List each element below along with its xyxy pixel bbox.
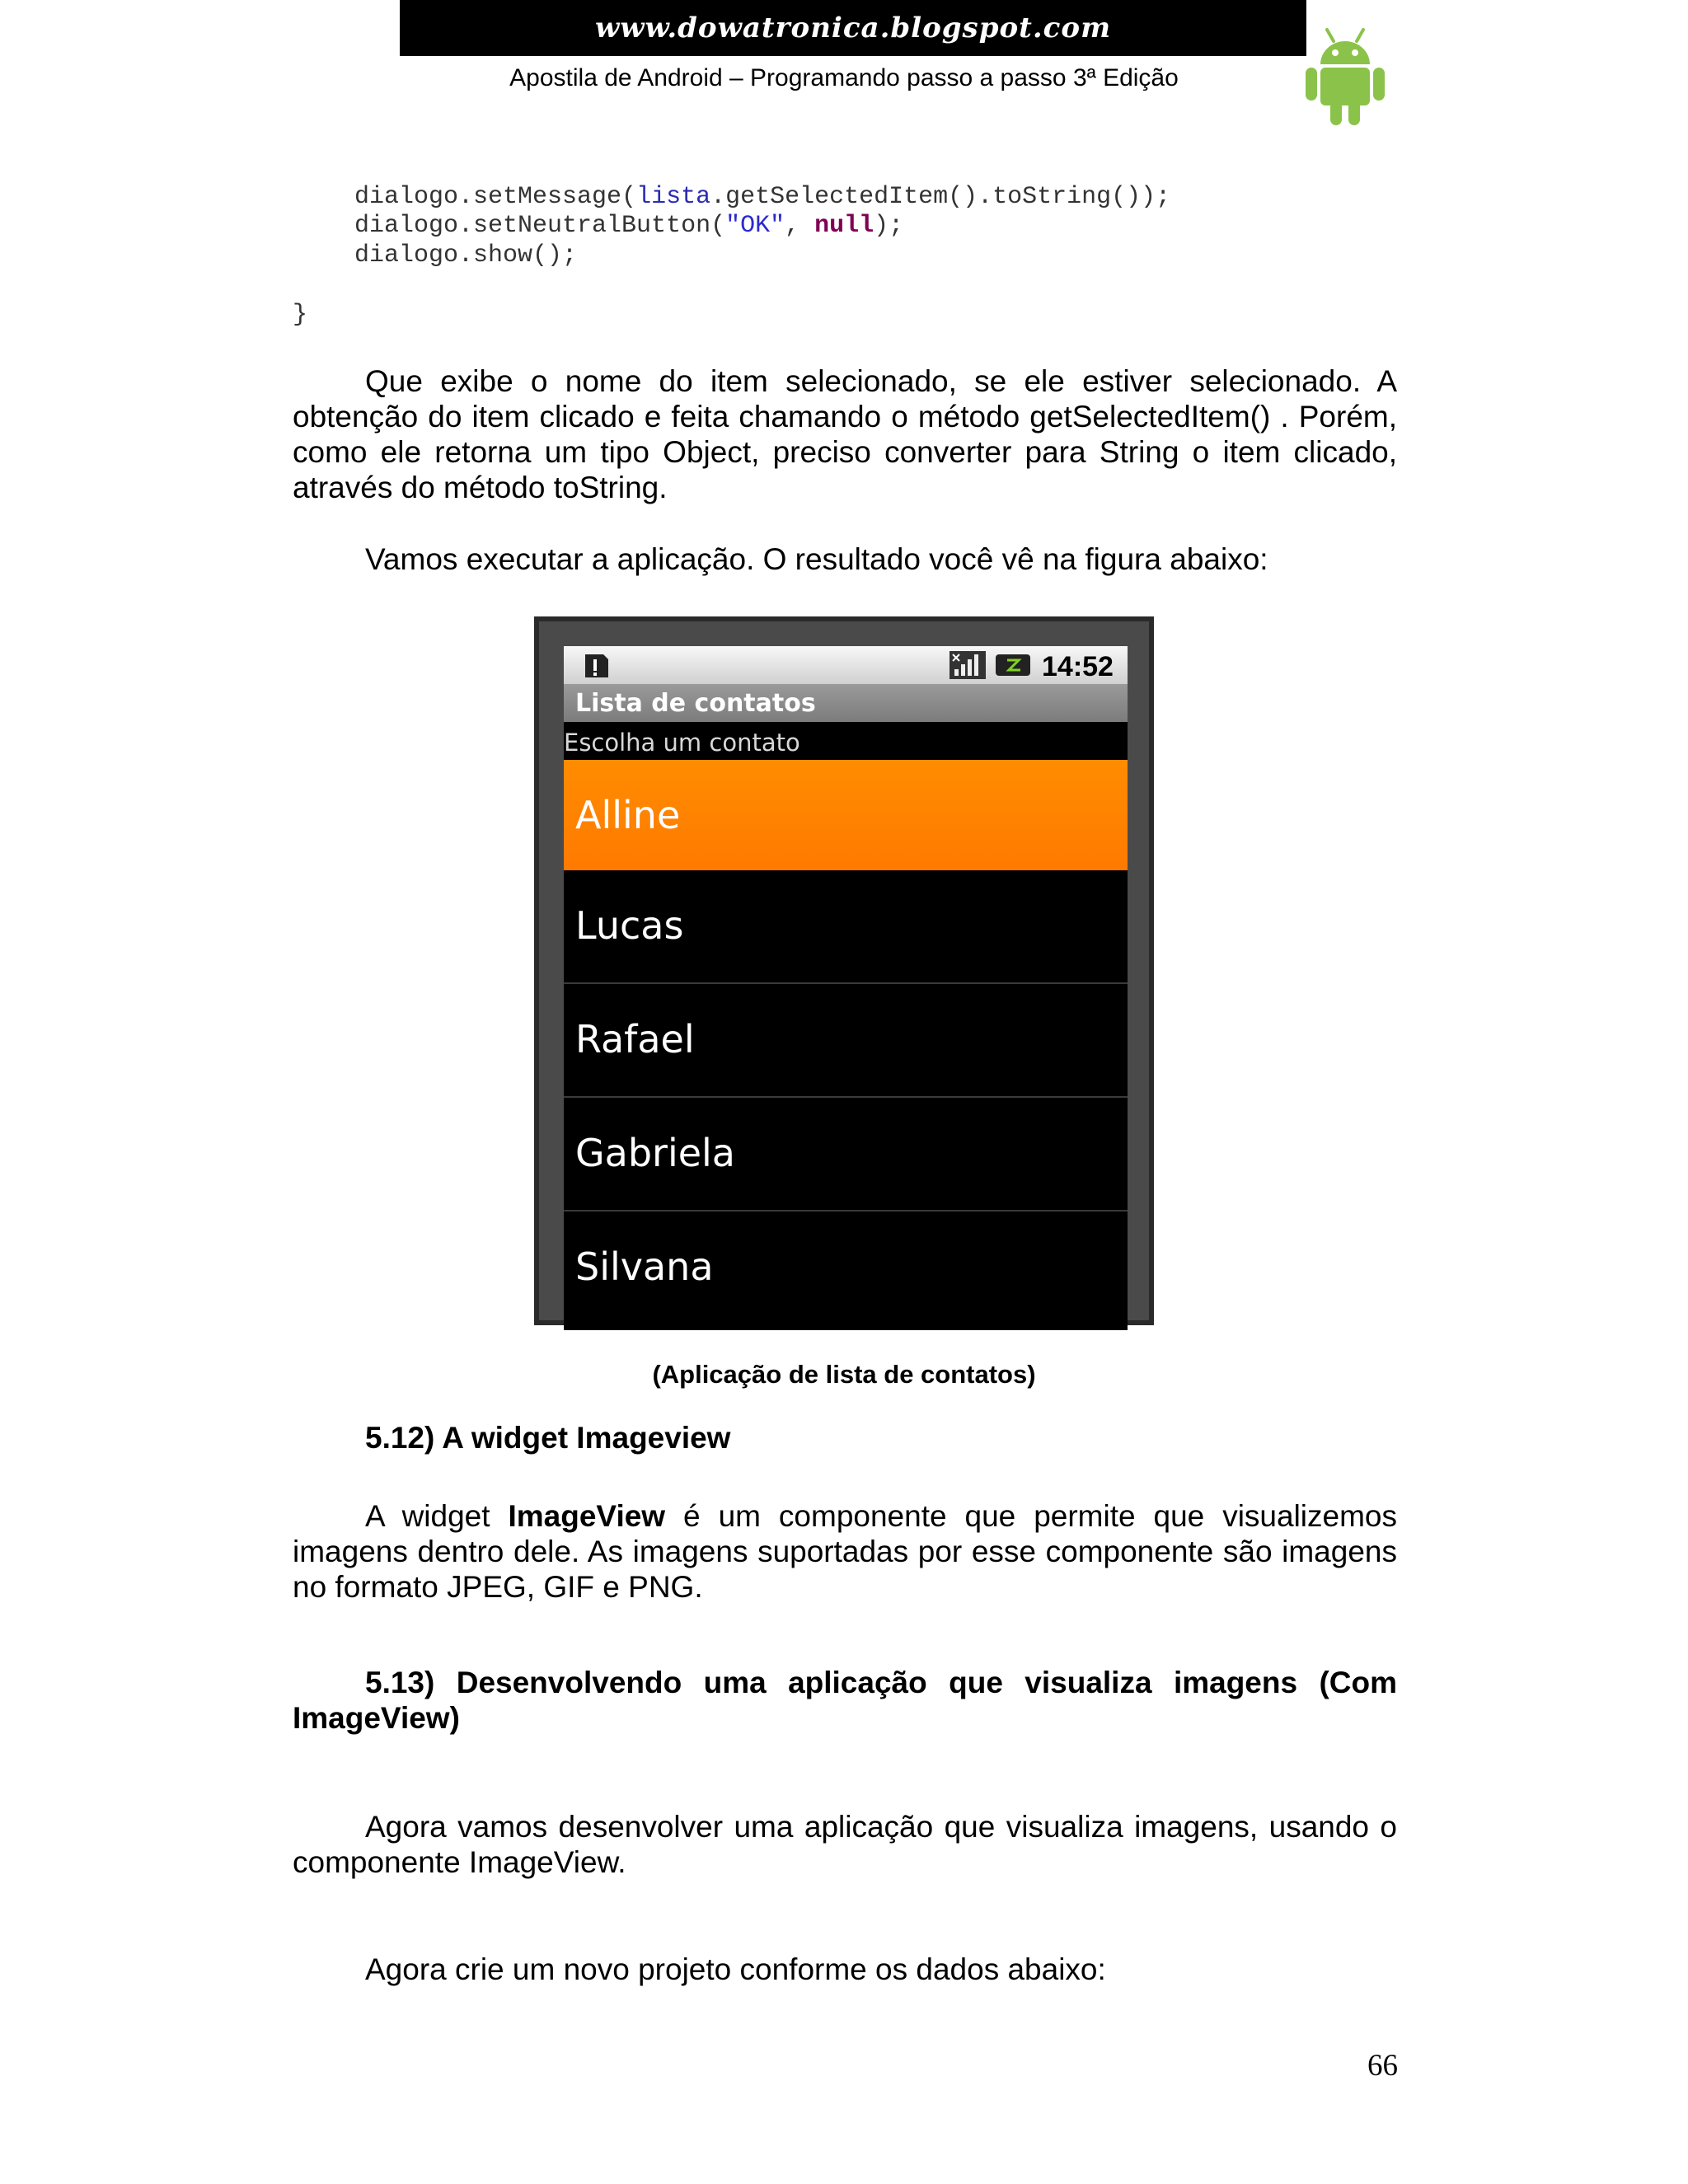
phone-screenshot (534, 616, 1154, 1325)
banner-url: www.dowatronica.blogspot.com (594, 12, 1112, 45)
paragraph-selected-item: Que exibe o nome do item selecionado, se ele estiver selecionado. A obtenção do item clicado e feita chamando o método getSelectedItem() . Porém, como ele retorna um tipo Object, preciso converter para String o item clicado, através do método toString. (293, 364, 1397, 504)
status-clock: 14:52 (1042, 651, 1114, 682)
code-line-2: dialogo.setNeutralButton("OK", null); (354, 212, 904, 240)
signal-icon (950, 651, 986, 679)
sd-card-icon (582, 653, 610, 679)
contact-item-lucas[interactable] (564, 870, 1128, 981)
figure-caption: (Aplicação de lista de contatos) (652, 1360, 1036, 1389)
contact-name: Gabriela (575, 1131, 735, 1175)
contact-item-alline[interactable] (564, 760, 1128, 870)
contact-name: Silvana (575, 1244, 714, 1289)
contact-item-rafael[interactable] (564, 984, 1128, 1094)
phone-screen (564, 646, 1128, 1330)
app-title-bar (564, 684, 1128, 722)
code-close-brace: } (293, 301, 308, 329)
paragraph-new-project: Agora crie um novo projeto conforme os dados abaixo: (365, 1952, 1106, 1986)
paragraph-develop-app: Agora vamos desenvolver uma aplicação que visualiza imagens, usando o componente ImageView. (293, 1810, 1397, 1879)
contact-item-gabriela[interactable] (564, 1098, 1128, 1208)
contact-name: Rafael (575, 1017, 695, 1062)
header-title: Apostila de Android – Programando passo a passo 3ª Edição (509, 64, 1179, 91)
code-line-1: dialogo.setMessage(lista.getSelectedItem().toString()); (354, 183, 1171, 211)
code-line-3: dialogo.show(); (354, 241, 578, 269)
contact-name: Alline (575, 793, 681, 837)
contact-name: Lucas (575, 903, 684, 948)
status-bar (564, 646, 1128, 684)
paragraph-imageview: A widget ImageView é um componente que permite que visualizemos imagens dentro dele. As imagens suportadas por esse componente são imagens no formato JPEG, GIF e PNG. (293, 1499, 1397, 1604)
paragraph-run-app: Vamos executar a aplicação. O resultado você vê na figura abaixo: (365, 542, 1268, 576)
header-banner (400, 0, 1306, 56)
page-number: 66 (1367, 2049, 1398, 2083)
battery-icon (996, 654, 1030, 676)
contact-item-silvana[interactable] (564, 1212, 1128, 1322)
section-heading-5-12: 5.12) A widget Imageview (365, 1421, 731, 1455)
section-heading-5-13: 5.13) Desenvolvendo uma aplicação que visualiza imagens (Com ImageView) (293, 1666, 1397, 1735)
list-prompt: Escolha um contato (564, 729, 800, 757)
app-title: Lista de contatos (575, 689, 816, 718)
android-logo-icon (1302, 25, 1388, 128)
